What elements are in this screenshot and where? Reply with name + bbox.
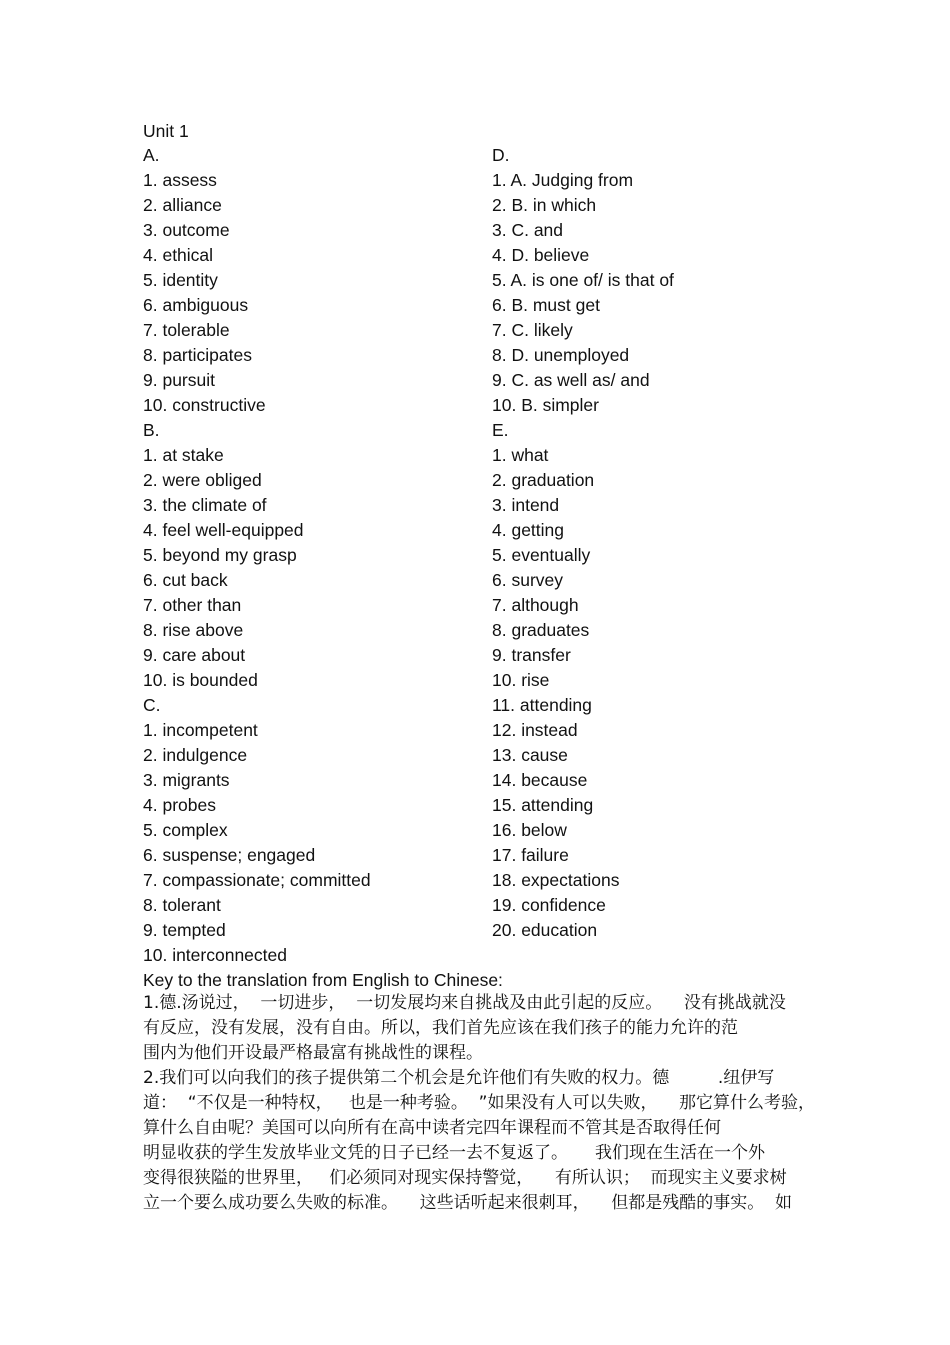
answer-item: 2. graduation (492, 470, 595, 490)
section-heading-d: D. (492, 145, 510, 165)
answer-item: 8. tolerant (143, 895, 221, 915)
answer-item: 2. B. in which (492, 195, 597, 215)
translation-line: 道： “不仅是一种特权， 也是一种考验。 ”如果没有人可以失败， 那它算什么考验， (143, 1093, 816, 1113)
answer-item: 12. instead (492, 720, 578, 740)
answer-item: 5. beyond my grasp (143, 545, 297, 565)
answer-item: 13. cause (492, 745, 568, 765)
answer-item: 8. D. unemployed (492, 345, 630, 365)
answer-item: 4. D. believe (492, 245, 590, 265)
answer-item: 7. although (492, 595, 579, 615)
answer-item: 7. tolerable (143, 320, 230, 340)
section-heading-a: A. (143, 145, 160, 165)
section-heading-b: B. (143, 420, 160, 440)
unit-title: Unit 1 (143, 121, 189, 141)
answer-item: 2. were obliged (143, 470, 262, 490)
answer-item: 8. participates (143, 345, 252, 365)
answer-item: 5. eventually (492, 545, 591, 565)
answer-item: 9. pursuit (143, 370, 215, 390)
answer-item: 4. probes (143, 795, 216, 815)
translation-line: 变得很狭隘的世界里， 们必须同对现实保持警觉， 有所认识； 而现实主义要求树 (143, 1168, 787, 1188)
answer-item: 2. indulgence (143, 745, 248, 765)
answer-item: 1. at stake (143, 445, 224, 465)
answer-item: 15. attending (492, 795, 594, 815)
translation-line: 围内为他们开设最严格最富有挑战性的课程。 (143, 1043, 483, 1063)
answer-item: 10. B. simpler (492, 395, 599, 415)
answer-item: 7. compassionate; committed (143, 870, 371, 890)
answer-item: 7. other than (143, 595, 242, 615)
answer-item: 6. B. must get (492, 295, 600, 315)
answer-item: 5. A. is one of/ is that of (492, 270, 674, 290)
translation-line: 明显收获的学生发放毕业文凭的日子已经一去不复返了。 我们现在生活在一个外 (143, 1143, 766, 1163)
answer-item: 19. confidence (492, 895, 606, 915)
translation-line: 算什么自由呢？美国可以向所有在高中读者完四年课程而不管其是否取得任何 (143, 1118, 721, 1138)
answer-item: 10. constructive (143, 395, 266, 415)
section-heading-c: C. (143, 695, 161, 715)
answer-item: 5. complex (143, 820, 228, 840)
answer-item: 3. the climate of (143, 495, 267, 515)
answer-item: 5. identity (143, 270, 218, 290)
answer-item: 4. getting (492, 520, 564, 540)
answer-item: 3. outcome (143, 220, 230, 240)
answer-item: 20. education (492, 920, 598, 940)
answer-item: 4. ethical (143, 245, 214, 265)
answer-item: 9. care about (143, 645, 246, 665)
answer-item: 3. C. and (492, 220, 564, 240)
answer-item: 8. graduates (492, 620, 590, 640)
section-heading-e: E. (492, 420, 509, 440)
answer-item: 6. suspense; engaged (143, 845, 316, 865)
answer-item: 17. failure (492, 845, 569, 865)
translation-key-heading: Key to the translation from English to Chinese: (143, 970, 503, 990)
answer-item: 6. cut back (143, 570, 228, 590)
answer-item: 2. alliance (143, 195, 222, 215)
answer-item: 11. attending (492, 695, 592, 715)
translation-line: 1.德.汤说过， 一切进步， 一切发展均来自挑战及由此引起的反应。 没有挑战就没 (143, 993, 786, 1013)
answer-item: 10. interconnected (143, 945, 287, 965)
answer-item: 9. transfer (492, 645, 571, 665)
answer-item: 3. migrants (143, 770, 230, 790)
answer-item: 1. what (492, 445, 549, 465)
answer-item: 1. A. Judging from (492, 170, 634, 190)
answer-item: 6. ambiguous (143, 295, 249, 315)
answer-item: 3. intend (492, 495, 560, 515)
answer-item: 1. incompetent (143, 720, 258, 740)
answer-item: 4. feel well-equipped (143, 520, 304, 540)
translation-line: 2.我们可以向我们的孩子提供第二个机会是允许他们有失败的权力。德 .纽伊写 (143, 1068, 775, 1088)
answer-item: 7. C. likely (492, 320, 573, 340)
answer-item: 16. below (492, 820, 567, 840)
translation-line: 立一个要么成功要么失败的标准。 这些话听起来很刺耳， 但都是残酷的事实。 如 (143, 1193, 793, 1213)
answer-item: 8. rise above (143, 620, 244, 640)
answer-item: 9. C. as well as/ and (492, 370, 650, 390)
translation-line: 有反应，没有发展，没有自由。所以，我们首先应该在我们孩子的能力允许的范 (143, 1018, 738, 1038)
answer-item: 10. is bounded (143, 670, 258, 690)
answer-item: 9. tempted (143, 920, 226, 940)
answer-item: 1. assess (143, 170, 217, 190)
answer-item: 18. expectations (492, 870, 620, 890)
answer-item: 6. survey (492, 570, 563, 590)
answer-item: 10. rise (492, 670, 550, 690)
answer-item: 14. because (492, 770, 588, 790)
